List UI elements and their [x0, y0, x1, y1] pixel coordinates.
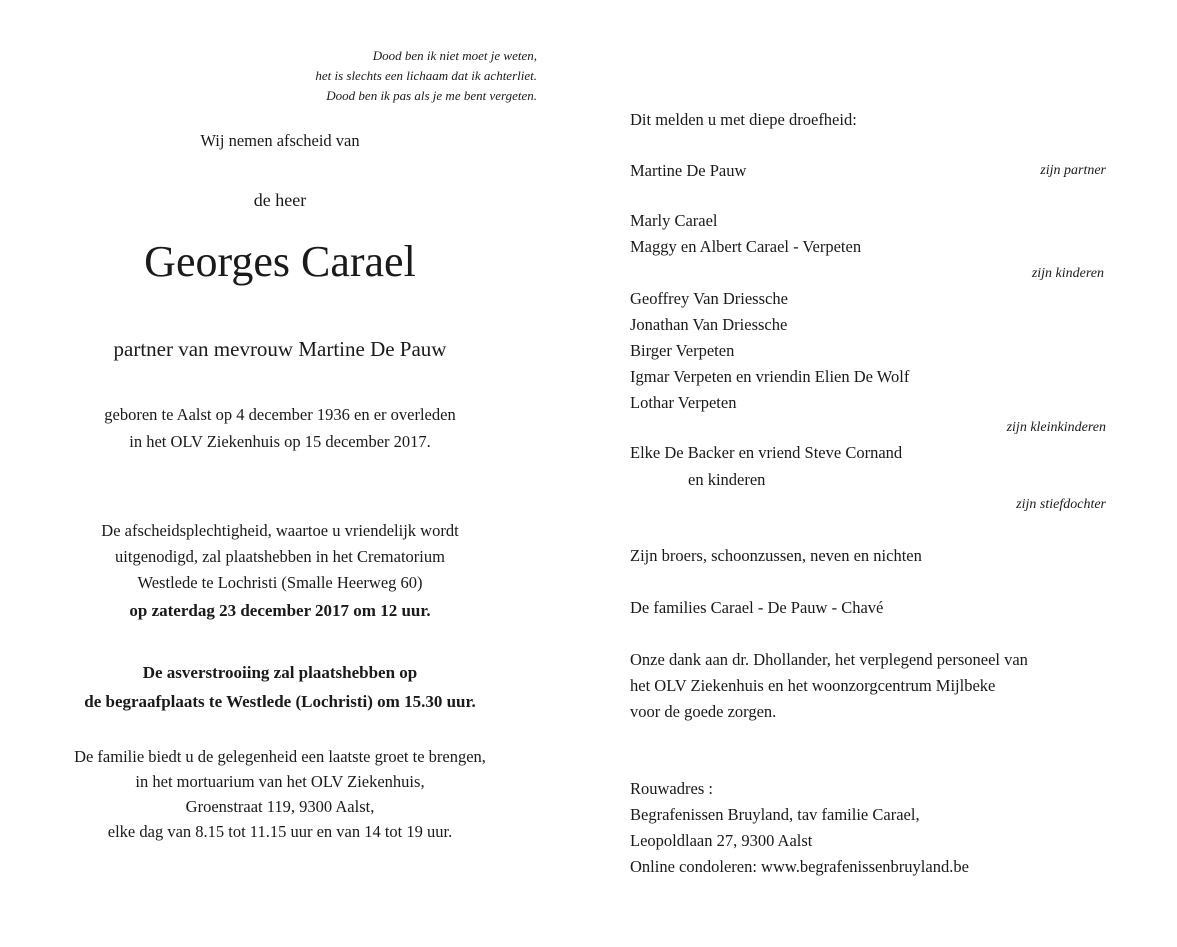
ceremony-line: uitgenodigd, zal plaatshebben in het Crematorium [115, 547, 445, 566]
title-prefix: de heer [253, 190, 307, 210]
ceremony-info [40, 518, 520, 624]
relation-label: zijn stiefdochter [1016, 497, 1106, 512]
family-intro: Dit melden u met diepe droefheid: [630, 110, 857, 129]
family-member: en kinderen [688, 470, 766, 489]
families-line: De families Carael - De Pauw - Chavé [630, 598, 884, 617]
poem [315, 46, 537, 106]
announcement-intro: Wij nemen afscheid van [200, 131, 360, 150]
thanks-line: voor de goede zorgen. [630, 702, 777, 721]
poem-line: Dood ben ik pas als je me bent vergeten. [326, 88, 537, 103]
visitation-line: in het mortuarium van het OLV Ziekenhuis, [135, 772, 425, 791]
family-group-stepdaughter [630, 440, 902, 493]
born-line: geboren te Aalst op 4 december 1936 en er overleden [104, 405, 456, 424]
family-group-grandchildren [630, 286, 909, 416]
ceremony-line: De afscheidsplechtigheid, waartoe u vriendelijk wordt [101, 521, 459, 540]
partner-line: partner van mevrouw Martine De Pauw [113, 337, 447, 361]
condolence-link[interactable]: www.begrafenissenbruyland.be [761, 857, 969, 876]
ceremony-date: op zaterdag 23 december 2017 om 12 uur. [129, 601, 431, 620]
address-line: Begrafenissen Bruyland, tav familie Carael, [630, 805, 920, 824]
family-member: Geoffrey Van Driessche [630, 289, 788, 308]
extended-family: Zijn broers, schoonzussen, neven en nichten [630, 546, 922, 565]
address-block [630, 776, 969, 880]
born-line: in het OLV Ziekenhuis op 15 december 2017. [129, 432, 431, 451]
deceased-name: Georges Carael [144, 237, 416, 286]
family-member: Igmar Verpeten en vriendin Elien De Wolf [630, 367, 910, 386]
visitation-info [40, 744, 520, 844]
online-condolence [630, 854, 969, 880]
visitation-line: elke dag van 8.15 tot 11.15 uur en van 14 tot 19 uur. [107, 822, 453, 841]
family-member: Jonathan Van Driessche [630, 315, 788, 334]
family-member: Lothar Verpeten [630, 393, 737, 412]
family-group-partner [630, 161, 746, 181]
address-label: Rouwadres : [630, 779, 713, 798]
family-member: Marly Carael [630, 211, 718, 230]
scattering-line: de begraafplaats te Westlede (Lochristi) om 15.30 uur. [84, 692, 476, 711]
family-group-children [630, 208, 861, 260]
relation-label: zijn kinderen [1031, 266, 1104, 281]
family-member: Birger Verpeten [630, 341, 735, 360]
family-member: Martine De Pauw [630, 161, 747, 180]
relation-label: zijn kleinkinderen [1006, 420, 1106, 435]
thanks-line: het OLV Ziekenhuis en het woonzorgcentrum Mijlbeke [630, 676, 996, 695]
scattering-line: De asverstrooiing zal plaatshebben op [142, 663, 418, 682]
poem-line: het is slechts een lichaam dat ik achterliet. [315, 68, 537, 83]
thanks-block [630, 647, 1028, 725]
birth-death-info [40, 401, 520, 455]
address-line: Leopoldlaan 27, 9300 Aalst [630, 831, 813, 850]
family-member: Elke De Backer en vriend Steve Cornand [630, 443, 903, 462]
family-member: Maggy en Albert Carael - Verpeten [630, 237, 862, 256]
scattering-info [40, 658, 520, 716]
visitation-line: De familie biedt u de gelegenheid een laatste groet te brengen, [74, 747, 486, 766]
visitation-line: Groenstraat 119, 9300 Aalst, [185, 797, 375, 816]
thanks-line: Onze dank aan dr. Dhollander, het verplegend personeel van [630, 650, 1028, 669]
relation-label: zijn partner [1040, 163, 1106, 178]
online-label: Online condoleren: [630, 857, 762, 876]
ceremony-line: Westlede te Lochristi (Smalle Heerweg 60) [137, 573, 423, 592]
poem-line: Dood ben ik niet moet je weten, [372, 48, 537, 63]
